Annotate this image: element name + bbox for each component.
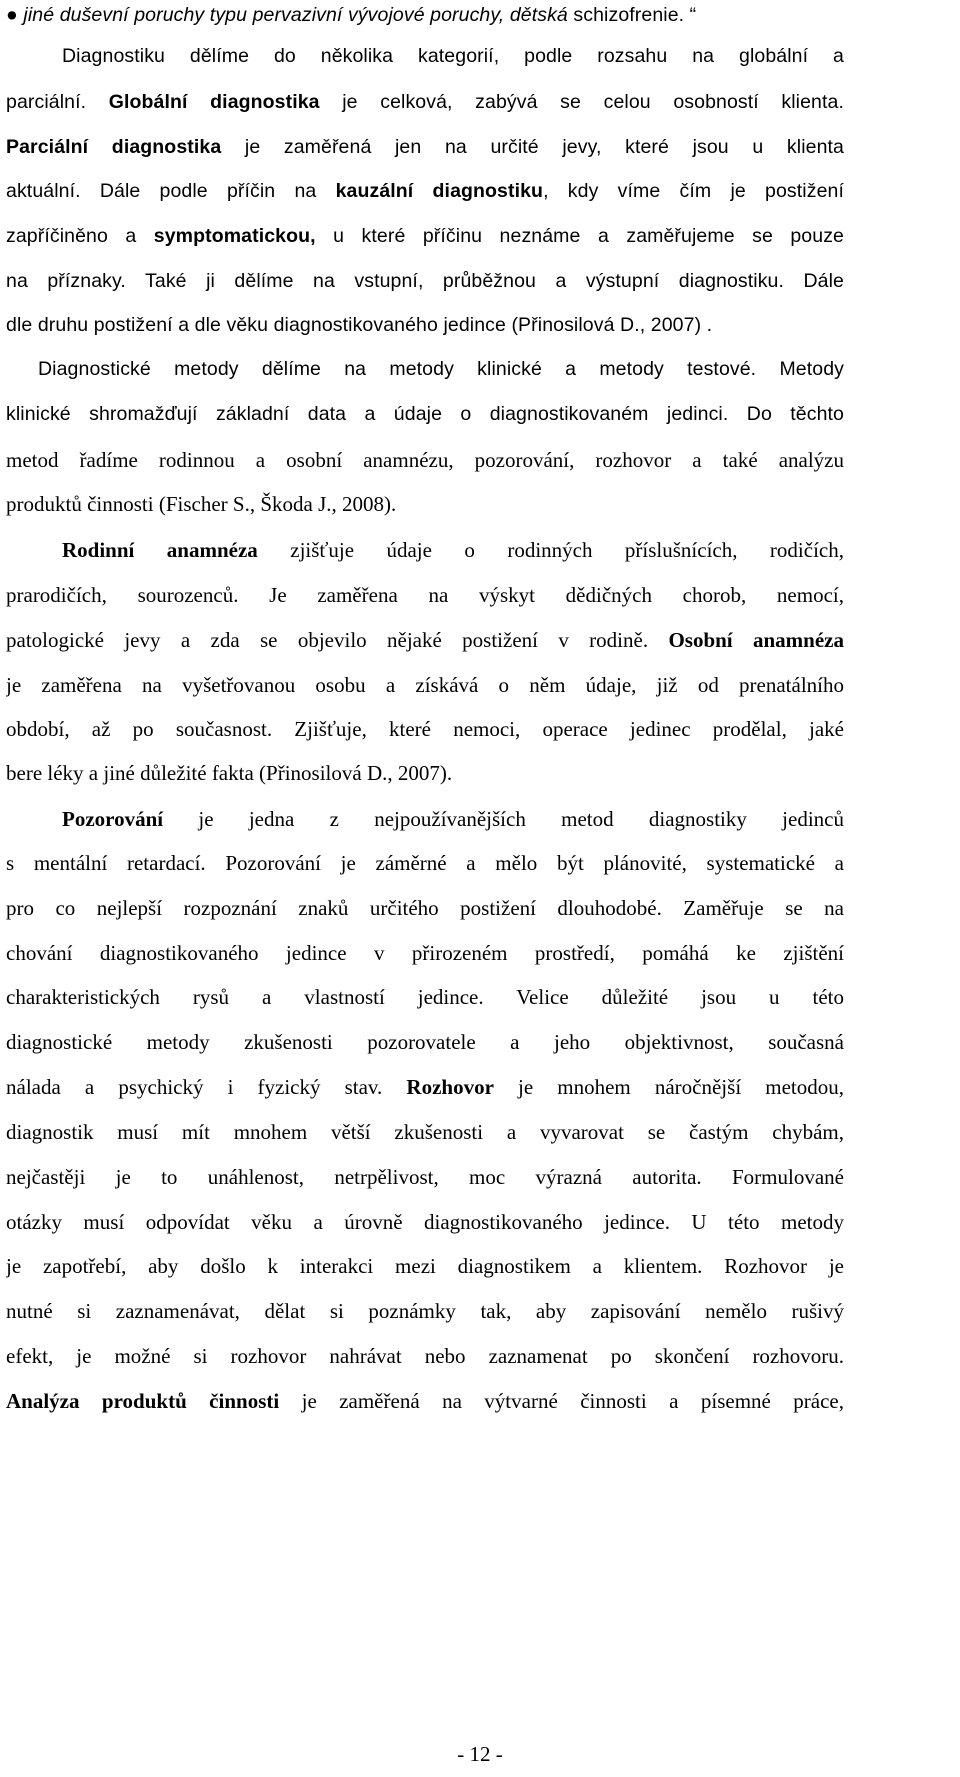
paragraph-line: dle druhu postižení a dle věku diagnostikovaného jedince (Přinosilová D., 2007) . [6,314,713,336]
paragraph-line: charakteristických rysů a vlastností jedince. Velice důležité jsou u této [6,985,844,1009]
paragraph-line: je zaměřena na vyšetřovanou osobu a získává o něm údaje, již od prenatálního [6,673,844,697]
paragraph-line: Analýza produktů činnosti je zaměřená na výtvarné činnosti a písemné práce, [6,1389,844,1413]
paragraph-line: bere léky a jiné důležité fakta (Přinosilová D., 2007). [6,761,453,785]
paragraph-line: diagnostické metody zkušenosti pozorovatele a jeho objektivnost, současná [6,1030,844,1054]
paragraph-line: je zapotřebí, aby došlo k interakci mezi diagnostikem a klientem. Rozhovor je [6,1254,844,1278]
paragraph-line: efekt, je možné si rozhovor nahrávat nebo zaznamenat po skončení rozhovoru. [6,1344,844,1368]
paragraph-line: nutné si zaznamenávat, dělat si poznámky tak, aby zapisování nemělo rušivý [6,1299,844,1323]
paragraph-line: zapříčiněno a symptomatickou, u které příčinu neznáme a zaměřujeme se pouze [6,225,844,247]
paragraph-line: na příznaky. Také ji dělíme na vstupní, průběžnou a výstupní diagnostiku. Dále [6,270,844,292]
bullet-list-item [6,0,844,30]
paragraph-line: nejčastěji je to unáhlenost, netrpělivost, moc výrazná autorita. Formulované [6,1165,844,1189]
paragraph-line: otázky musí odpovídat věku a úrovně diagnostikovaného jedince. U této metody [6,1210,844,1234]
list-item-tail: schizofrenie. “ [567,4,697,26]
paragraph-line: parciální. Globální diagnostika je celková, zabývá se celou osobností klienta. [6,91,844,113]
paragraph-line: období, až po současnost. Zjišťuje, které nemoci, operace jedinec prodělal, jaké [6,717,844,741]
paragraph-line: Diagnostiku dělíme do několika kategorií, podle rozsahu na globální a [62,45,844,67]
paragraph-line: metod řadíme rodinnou a osobní anamnézu, pozorování, rozhovor a také analýzu [6,448,844,472]
list-item-italic-text: jiné duševní poruchy typu pervazivní vývojové poruchy, dětská [23,4,568,26]
paragraph-line: Diagnostické metody dělíme na metody klinické a metody testové. Metody [38,358,844,380]
paragraph-line: Parciální diagnostika je zaměřená jen na určité jevy, které jsou u klienta [6,136,844,158]
paragraph-line: Rodinní anamnéza zjišťuje údaje o rodinných příslušnících, rodičích, [62,538,844,562]
paragraph-line: aktuální. Dále podle příčin na kauzální diagnostiku, kdy víme čím je postižení [6,180,844,202]
page-number: - 12 - [457,1742,503,1766]
paragraph-line: klinické shromažďují základní data a údaje o diagnostikovaném jedinci. Do těchto [6,403,844,425]
bullet-icon: ● [6,4,18,26]
paragraph-line: Pozorování je jedna z nejpoužívanějších metod diagnostiky jedinců [62,807,844,831]
paragraph-line: diagnostik musí mít mnohem větší zkušenosti a vyvarovat se častým chybám, [6,1120,844,1144]
paragraph-line: chování diagnostikovaného jedince v přirozeném prostředí, pomáhá ke zjištění [6,941,844,965]
paragraph-line: patologické jevy a zda se objevilo nějaké postižení v rodině. Osobní anamnéza [6,628,844,652]
paragraph-line: prarodičích, sourozenců. Je zaměřena na výskyt dědičných chorob, nemocí, [6,583,844,607]
paragraph-line: produktů činnosti (Fischer S., Škoda J., 2008). [6,492,397,516]
paragraph-line: nálada a psychický i fyzický stav. Rozhovor je mnohem náročnější metodou, [6,1075,844,1099]
paragraph-line: pro co nejlepší rozpoznání znaků určitého postižení dlouhodobé. Zaměřuje se na [6,896,844,920]
paragraph-line: s mentální retardací. Pozorování je záměrné a mělo být plánovité, systematické a [6,851,844,875]
